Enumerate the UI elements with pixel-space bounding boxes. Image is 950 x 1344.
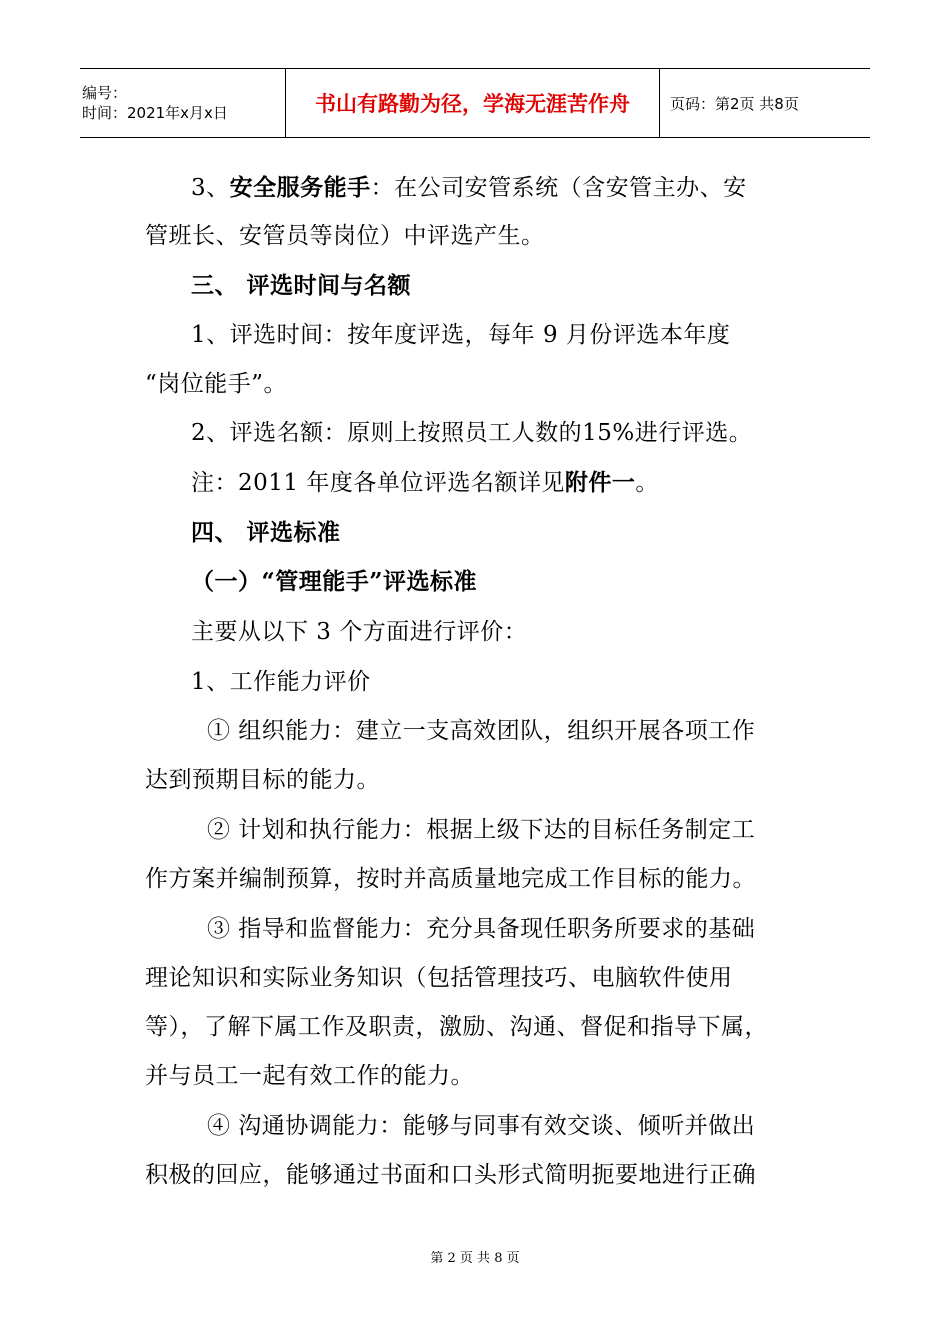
motto-text: 书山有路勤为径，学海无涯苦作舟 — [315, 92, 630, 116]
text-run: 注：2011 年度各单位评选名额详见 — [191, 470, 565, 496]
paragraph-line: 管班长、安管员等岗位）中评选产生。 — [145, 223, 545, 249]
footer-page-number: 第 2 页 共 8 页 — [430, 1251, 520, 1266]
doc-date: 时间：2021年x月x日 — [82, 104, 228, 122]
text-run: ：在公司安管系统（含安管主办、安 — [370, 175, 747, 201]
paragraph-line: 等），了解下属工作及职责，激励、沟通、督促和指导下属， — [145, 1014, 768, 1040]
header-page-info — [660, 69, 870, 137]
text-run: 3、 — [191, 175, 230, 201]
page-info-text: 页码：第2页 共8页 — [670, 94, 799, 113]
attachment-ref: 附件一 — [564, 469, 636, 496]
page-footer — [0, 1247, 950, 1266]
paragraph-line: 理论知识和实际业务知识（包括管理技巧、电脑软件使用 — [145, 965, 733, 991]
bold-term: 安全服务能手 — [229, 174, 371, 201]
header-motto — [286, 69, 660, 137]
page-header — [80, 68, 870, 138]
paragraph-line: ② 计划和执行能力：根据上级下达的目标任务制定工 — [207, 817, 756, 843]
section-heading-time-quota: 三、 评选时间与名额 — [191, 272, 412, 299]
paragraph-line: 1、工作能力评价 — [191, 669, 371, 695]
paragraph-line: 主要从以下 3 个方面进行评价： — [191, 619, 528, 645]
paragraph-line: 积极的回应，能够通过书面和口头形式简明扼要地进行正确 — [145, 1162, 756, 1188]
paragraph-line: 并与员工一起有效工作的能力。 — [145, 1063, 474, 1089]
paragraph-line: “岗位能手”。 — [145, 371, 288, 397]
subsection-heading-management: （一）“管理能手”评选标准 — [191, 568, 477, 595]
doc-number-label: 编号： — [82, 84, 128, 102]
paragraph-line: 1、评选时间：按年度评选，每年 9 月份评选本年度 — [191, 322, 731, 348]
paragraph-line: 作方案并编制预算，按时并高质量地完成工作目标的能力。 — [145, 866, 756, 892]
paragraph-line: ④ 沟通协调能力：能够与同事有效交谈、倾听并做出 — [207, 1113, 756, 1139]
section-heading-criteria: 四、 评选标准 — [191, 519, 341, 546]
paragraph-line: 达到预期目标的能力。 — [145, 767, 380, 793]
text-run: 。 — [635, 470, 659, 496]
paragraph-line: ③ 指导和监督能力：充分具备现任职务所要求的基础 — [207, 916, 756, 942]
paragraph-note — [191, 463, 659, 503]
paragraph-safety-expert — [191, 168, 747, 208]
paragraph-line: 2、评选名额：原则上按照员工人数的15%进行评选。 — [191, 420, 753, 446]
header-meta — [80, 69, 286, 137]
paragraph-line: ① 组织能力：建立一支高效团队，组织开展各项工作 — [207, 718, 756, 744]
